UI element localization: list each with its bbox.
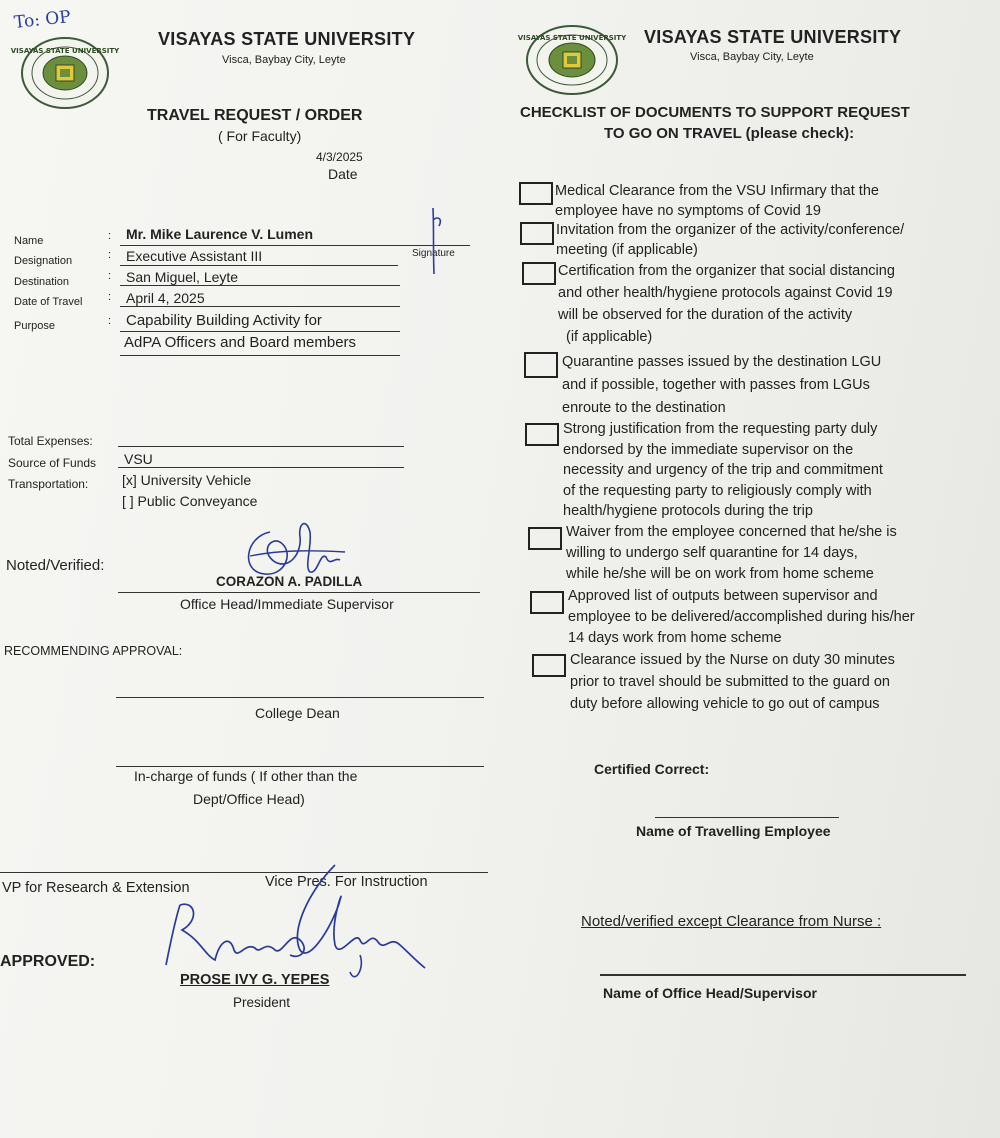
incharge-funds-label-line1: In-charge of funds ( If other than the	[134, 768, 358, 784]
university-name: VISAYAS STATE UNIVERSITY	[644, 27, 902, 47]
travelling-employee-label: Name of Travelling Employee	[636, 823, 831, 839]
checklist-checkbox-medical-clearance[interactable]	[519, 182, 553, 205]
office-head-supervisor-label: Name of Office Head/Supervisor	[603, 985, 817, 1001]
destination-label: Destination	[14, 276, 70, 288]
university-name: VISAYAS STATE UNIVERSITY	[158, 29, 416, 49]
date-of-travel-value: April 4, 2025	[126, 290, 205, 306]
university-address: Visca, Baybay City, Leyte	[690, 51, 814, 63]
name-value: Mr. Mike Laurence V. Lumen	[126, 226, 313, 242]
checklist-item-waiver: Waiver from the employee concerned that he/she is willing to undergo self quarantine for 14 days, while he/she will be on work from home scheme	[566, 524, 897, 582]
source-of-funds-value: VSU	[124, 451, 153, 467]
incharge-funds-label-line2: Dept/Office Head)	[193, 791, 305, 807]
noted-verified-label: Noted/Verified:	[6, 557, 105, 574]
president-name: PROSE IVY G. YEPES	[180, 972, 330, 988]
checklist-checkbox-quarantine-passes[interactable]	[524, 352, 558, 378]
svg-text:VISAYAS STATE UNIVERSITY: VISAYAS STATE UNIVERSITY	[517, 34, 627, 42]
signature-label: Signature	[412, 248, 455, 259]
checklist-item-nurse-clearance: Clearance issued by the Nurse on duty 30 minutes prior to travel should be submitted to the guard on duty before allowing vehicle to go out of campus	[570, 652, 895, 712]
designation-label: Designation	[14, 255, 73, 267]
university-seal-icon	[10, 36, 120, 111]
purpose-value-line1: Capability Building Activity for	[126, 312, 322, 329]
applicant-signature-icon	[425, 200, 455, 280]
date-label: Date	[328, 166, 358, 182]
approved-label: APPROVED:	[0, 953, 96, 970]
supervisor-title: Office Head/Immediate Supervisor	[180, 596, 394, 612]
president-title: President	[233, 995, 291, 1010]
svg-text:VISAYAS STATE UNIVERSITY: VISAYAS STATE UNIVERSITY	[10, 47, 120, 55]
vp-research-label: VP for Research & Extension	[2, 880, 190, 896]
checklist-item-strong-justification: Strong justification from the requesting party duly endorsed by the immediate supervisor on the necessity and urgency of the trip and commitment of the requesting party to religiously comply with health/hygiene protocols during the trip	[563, 421, 883, 519]
certified-correct-label: Certified Correct:	[594, 761, 710, 777]
purpose-label: Purpose	[14, 320, 55, 332]
checklist-item-approved-outputs: Approved list of outputs between supervisor and employee to be delivered/accomplished during his/her 14 days work from home scheme	[568, 588, 915, 646]
purpose-value-line2: AdPA Officers and Board members	[124, 334, 357, 351]
university-address: Visca, Baybay City, Leyte	[222, 54, 346, 66]
checklist-checkbox-certification[interactable]	[522, 262, 556, 285]
travel-request-document: To: OP VISAYAS STATE UNIVERSITY VISAYAS STATE UNIVERSITY VISAYAS STATE UNIVERSITY Visca, Baybay City, Leyte VISAYAS STATE UNIVERSITY Visca, Baybay City, Leyte TRAVEL REQUEST / ORDER ( For Faculty) 4/3/2025 Date Name : Mr. Mike Laurence V. Lumen Designation : Executive Assistant III Signature Destination : San Miguel, Leyte Date of Travel : April 4, 2025 Purpose : Capability Building Activity for AdPA Officers and Board members Total Expenses: Source of Funds VSU Transportation: [x] University Vehicle [ ] Public Conveyance Noted/Verified: CORAZON A. PADILLA Office Head/Immediate Supervisor RECOMMENDING APPROVAL: College Dean In-charge of funds ( If other than the Dept/Office Head) VP for Research & Extension Vice Pres. For Instruction APPROVED: PROSE IVY G. YEPES President CHECKLIST OF DOCUMENTS TO SUPPORT REQUEST TO GO ON TRAVEL (please check): Medical Clearance from the VSU Infirmary that the employee have no symptoms of Covid 19 Invitation from the organizer of the activity/conference/ meeting (if applicable) Certification from the organizer that social distancing and other health/hygiene protocols against Covid 19 will be observed for the duration of the activity (if applicable) Quarantine passes issued by the destination LGU and if possible, together with passes from LGUs enroute to the destination Strong justification from the requesting party duly endorsed by the immediate supervisor on the necessity and urgency of the trip and commitment of the requesting party to religiously comply with health/hygiene protocols during the trip Waiver from the employee concerned that he/she is willing to undergo self quarantine for 14 days, while he/she will be on work from home scheme Approved list of outputs between supervisor and employee to be delivered/accomplished during his/her 14 days work from home scheme Clearance issued by the Nurse on duty 30 minutes prior to travel should be submitted to the guard on duty before allowing vehicle to go out of campus Certified Correct: Name of Travelling Employee Noted/verified except Clearance from Nurse : Name of Office Head/Supervisor	[0, 0, 1000, 1138]
source-of-funds-label: Source of Funds	[8, 456, 97, 470]
date-of-travel-label: Date of Travel	[14, 296, 83, 308]
total-expenses-label: Total Expenses:	[8, 434, 93, 448]
handwritten-annotation: To: OP	[13, 7, 72, 33]
transport-option-university-vehicle: [x] University Vehicle	[122, 472, 252, 488]
checklist-item-certification: Certification from the organizer that social distancing and other health/hygiene protocols against Covid 19 will be observed for the duration of the activity (if applicable)	[558, 263, 895, 345]
form-title: TRAVEL REQUEST / ORDER	[147, 107, 363, 124]
date-value: 4/3/2025	[316, 150, 363, 164]
checklist-title-line1: CHECKLIST OF DOCUMENTS TO SUPPORT REQUEST	[520, 104, 910, 121]
transport-option-public-conveyance: [ ] Public Conveyance	[122, 493, 258, 509]
vp-instruction-label: Vice Pres. For Instruction	[265, 874, 428, 890]
checklist-checkbox-nurse-clearance[interactable]	[532, 654, 566, 677]
noted-except-clearance-label: Noted/verified except Clearance from Nurse :	[581, 913, 882, 930]
checklist-item-quarantine-passes: Quarantine passes issued by the destination LGU and if possible, together with passes from LGUs enroute to the destination	[562, 354, 882, 416]
destination-value: San Miguel, Leyte	[126, 269, 239, 285]
checklist-checkbox-approved-outputs[interactable]	[530, 591, 564, 614]
name-label: Name	[14, 235, 44, 247]
transportation-label: Transportation:	[8, 477, 89, 491]
checklist-checkbox-waiver[interactable]	[528, 527, 562, 550]
supervisor-name: CORAZON A. PADILLA	[216, 574, 363, 589]
checklist-title-line2: TO GO ON TRAVEL (please check):	[604, 125, 855, 142]
checklist-item-invitation: Invitation from the organizer of the activity/conference/ meeting (if applicable)	[556, 222, 905, 258]
supervisor-signature-icon	[240, 512, 350, 592]
checklist-item-medical-clearance: Medical Clearance from the VSU Infirmary that the employee have no symptoms of Covid 19	[555, 183, 879, 219]
designation-value: Executive Assistant III	[126, 248, 263, 264]
president-signature-icon	[160, 860, 440, 980]
university-seal-icon	[517, 24, 627, 96]
college-dean-label: College Dean	[255, 705, 340, 721]
checklist-checkbox-invitation[interactable]	[520, 222, 554, 245]
recommending-approval-label: RECOMMENDING APPROVAL:	[4, 644, 183, 658]
form-subtitle: ( For Faculty)	[218, 128, 302, 144]
checklist-checkbox-strong-justification[interactable]	[525, 423, 559, 446]
